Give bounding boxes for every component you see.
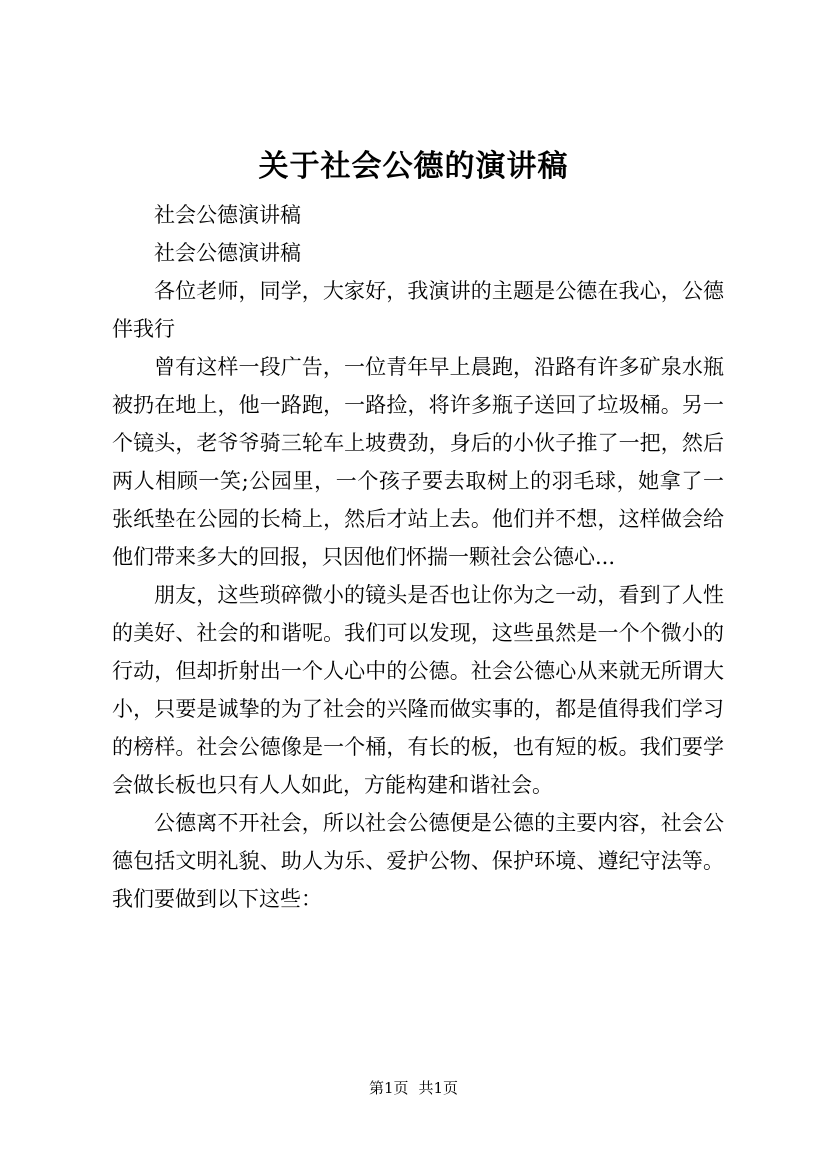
page-number: 第1页 bbox=[368, 1079, 409, 1097]
page-total: 共1页 bbox=[418, 1079, 459, 1097]
paragraph-public-morality: 公德离不开社会，所以社会公德便是公德的主要内容，社会公德包括文明礼貌、助人为乐、爱护公物、保护环境、遵纪守法等。我们要做到以下这些： bbox=[112, 811, 724, 911]
paragraph-greeting: 各位老师，同学，大家好，我演讲的主题是公德在我心，公德伴我行 bbox=[112, 279, 724, 341]
document-body bbox=[112, 196, 724, 918]
page-footer bbox=[0, 1078, 827, 1098]
paragraph-reflection: 朋友，这些琐碎微小的镜头是否也让你为之一动，看到了人性的美好、社会的和谐呢。我们可以发现，这些虽然是一个个微小的行动，但却折射出一个人心中的公德。社会公德心从来就无所谓大小，只要是诚挚的为了社会的兴隆而做实事的，都是值得我们学习的榜样。社会公德像是一个桶，有长的板，也有短的板。我们要学会做长板也只有人人如此，方能构建和谐社会。 bbox=[112, 583, 724, 797]
paragraph-advertisement: 曾有这样一段广告，一位青年早上晨跑，沿路有许多矿泉水瓶被扔在地上，他一路跑，一路捡，将许多瓶子送回了垃圾桶。另一个镜头，老爷爷骑三轮车上坡费劲，身后的小伙子推了一把，然后两人相顾一笑;公园里，一个孩子要去取树上的羽毛球，她拿了一张纸垫在公园的长椅上，然后才站上去。他们并不想，这样做会给他们带来多大的回报，只因他们怀揣一颗社会公德心... bbox=[112, 355, 724, 569]
paragraph-subtitle-2: 社会公德演讲稿 bbox=[154, 241, 301, 265]
paragraph-subtitle-1: 社会公德演讲稿 bbox=[154, 203, 301, 227]
document-title: 关于社会公德的演讲稿 bbox=[258, 149, 569, 184]
